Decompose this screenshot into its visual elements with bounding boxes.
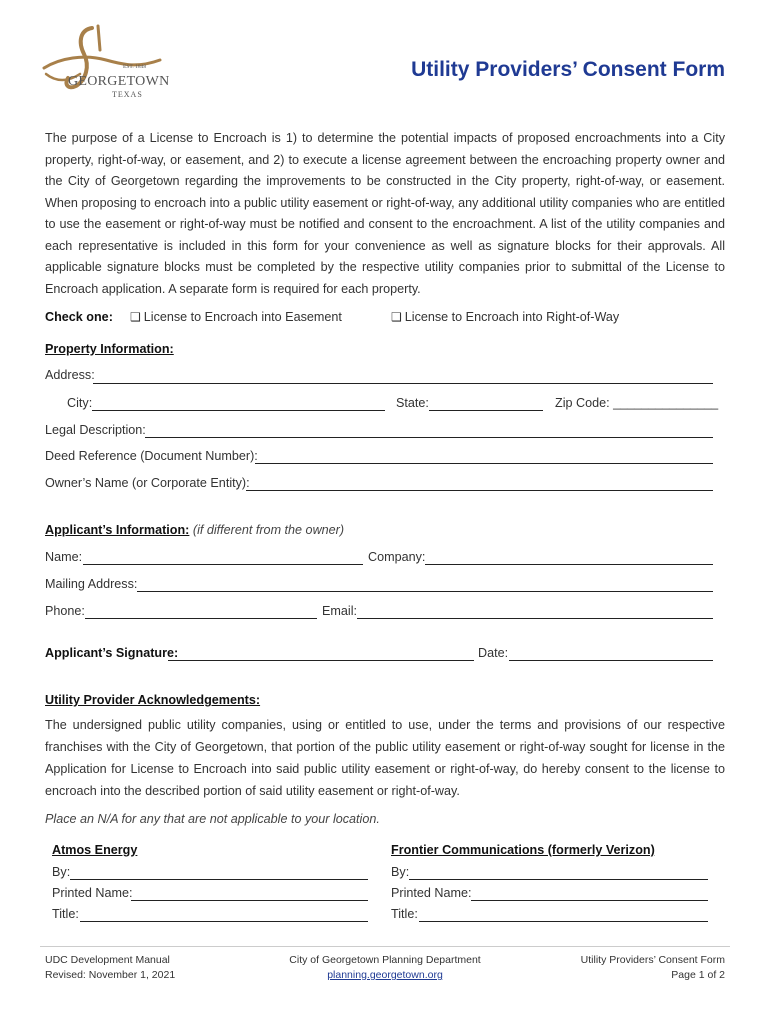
state-field[interactable] xyxy=(429,410,543,411)
page-title: Utility Providers’ Consent Form xyxy=(411,58,725,81)
provider-by-field[interactable] xyxy=(409,879,708,880)
provider-printed-field[interactable] xyxy=(131,900,368,901)
applicant-signature-field[interactable] xyxy=(168,660,474,661)
provider-title-label: Title: xyxy=(391,907,418,921)
provider-title-field[interactable] xyxy=(80,921,368,922)
property-heading: Property Information: xyxy=(45,342,174,356)
mailing-address-label: Mailing Address: xyxy=(45,577,138,591)
company-field[interactable] xyxy=(425,564,713,565)
ack-note: Place an N/A for any that are not applicable to your location. xyxy=(45,812,380,826)
owner-name-field[interactable] xyxy=(246,490,713,491)
provider-name: Atmos Energy xyxy=(52,843,138,857)
zip-label[interactable]: Zip Code: _______________ xyxy=(555,396,719,410)
deed-reference-field[interactable] xyxy=(255,463,713,464)
provider-title-label: Title: xyxy=(52,907,79,921)
checkbox-icon[interactable]: ❑ xyxy=(130,310,141,324)
footer-website-link[interactable]: planning.georgetown.org xyxy=(327,969,443,981)
city-label: City: xyxy=(67,396,93,410)
email-field[interactable] xyxy=(357,618,713,619)
footer-form-name: Utility Providers’ Consent Form xyxy=(580,954,725,966)
applicant-note: (if different from the owner) xyxy=(192,523,345,537)
applicant-heading: Applicant’s Information: xyxy=(45,523,190,537)
provider-by-label: By: xyxy=(391,865,410,879)
provider-printed-label: Printed Name: xyxy=(391,886,472,900)
phone-field[interactable] xyxy=(85,618,317,619)
applicant-heading-row xyxy=(45,523,344,537)
provider-printed-field[interactable] xyxy=(471,900,708,901)
checkbox-icon[interactable]: ❑ xyxy=(391,310,402,324)
applicant-signature-label: Applicant’s Signature: xyxy=(45,646,179,660)
mailing-address-field[interactable] xyxy=(137,591,713,592)
state-label: State: xyxy=(396,396,429,410)
name-field[interactable] xyxy=(83,564,363,565)
name-label: Name: xyxy=(45,550,83,564)
ack-heading: Utility Provider Acknowledgements: xyxy=(45,693,261,707)
ack-paragraph: The undersigned public utility companies, using or entitled to use, under the terms and provisions of our respective franchises with the City of Georgetown, that portion of the public utility easement or right-of-way sought for license in the Application for License to Encroach into said public utility easement or right-of-way, do hereby consent to the license to encroach into the described portion of said utility easement or right-of-way. xyxy=(45,718,725,798)
city-field[interactable] xyxy=(92,410,385,411)
phone-label: Phone: xyxy=(45,604,85,618)
provider-by-label: By: xyxy=(52,865,71,879)
provider-name: Frontier Communications (formerly Verizon) xyxy=(391,843,655,857)
footer-left xyxy=(45,953,175,983)
address-label: Address: xyxy=(45,368,95,382)
footer-revised: Revised: November 1, 2021 xyxy=(45,969,176,981)
footer-divider xyxy=(40,946,730,947)
intro-paragraph: The purpose of a License to Encroach is 1) to determine the potential impacts of proposed encroachments into a City property, right-of-way, or easement, and 2) to execute a license agreement between the encroaching property owner and the City of Georgetown regarding the improvements to be constructed in the City property, right-of-way, or easement. When proposing to encroach into a public utility easement or right-of-way, any additional utility companies who are entitled to use the easement or right-of-way must be notified and consent to the encroachment. A list of the utility companies and each representative is included in this form for your convenience as well as signature blocks for their approvals. All applicable signature blocks must be completed by the respective utility companies prior to submittal of the License to Encroach application. A separate form is required for each property. xyxy=(45,131,725,296)
logo-est: EST. 1848 xyxy=(123,64,147,70)
logo-state: TEXAS xyxy=(112,90,143,99)
legal-description-field[interactable] xyxy=(145,437,713,438)
footer-center xyxy=(245,953,525,983)
footer-manual: UDC Development Manual xyxy=(45,954,170,966)
provider-by-field[interactable] xyxy=(70,879,368,880)
footer-department: City of Georgetown Planning Department xyxy=(289,954,481,966)
georgetown-logo xyxy=(40,24,175,102)
row-option[interactable] xyxy=(391,310,619,324)
provider-printed-label: Printed Name: xyxy=(52,886,133,900)
footer-page-number: Page 1 of 2 xyxy=(671,969,725,981)
check-one-label: Check one: xyxy=(45,310,113,324)
company-label: Company: xyxy=(368,550,426,564)
logo-name: GEORGETOWN xyxy=(68,74,170,89)
deed-reference-label: Deed Reference (Document Number): xyxy=(45,449,258,463)
owner-name-label: Owner’s Name (or Corporate Entity): xyxy=(45,476,250,490)
email-label: Email: xyxy=(322,604,357,618)
legal-description-label: Legal Description: xyxy=(45,423,146,437)
date-label: Date: xyxy=(478,646,509,660)
provider-title-field[interactable] xyxy=(419,921,708,922)
date-field[interactable] xyxy=(509,660,713,661)
easement-option-label: License to Encroach into Easement xyxy=(143,310,342,324)
row-option-label: License to Encroach into Right-of-Way xyxy=(404,310,620,324)
georgetown-g-icon xyxy=(40,24,175,102)
footer-right xyxy=(500,953,725,983)
address-field[interactable] xyxy=(93,383,713,384)
easement-option[interactable] xyxy=(130,310,342,324)
